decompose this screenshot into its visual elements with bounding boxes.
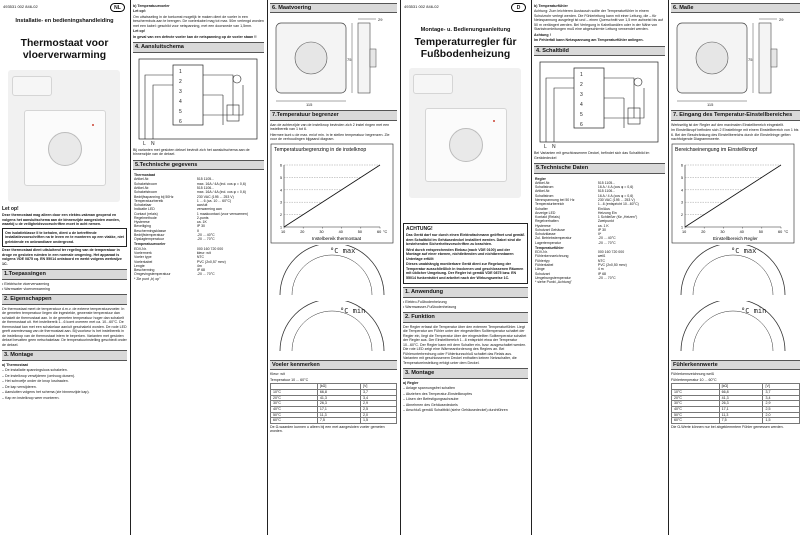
schematic-label-l: L	[143, 140, 146, 147]
tech-row: Schalter Ein/Aus	[535, 206, 610, 211]
de-kennlinien-table: [kΩ] [V] 10°C 66,8 3,7 20°C 41,3 3,4 30°C 26,3 2,9 40°C 17,1 2,5 50°C 11,3 2,0 60°C 7,5 1,5	[671, 383, 800, 424]
dimension-a: 115	[306, 102, 313, 108]
tech-row: Schakelstroom max. 16A / 4A (ind. cos φ = 0,6)	[134, 181, 246, 186]
nl-y-tick: 6	[280, 163, 282, 168]
de-y-tick: 2	[681, 212, 683, 217]
nl-b-let-op2: Let op!	[133, 29, 145, 34]
de-chart-title: Bereichseinengung im Einstellknopf	[675, 146, 758, 153]
terminal-label: 3	[179, 88, 182, 95]
kennlinien-row: 40°C 17,1 2,5	[672, 406, 800, 412]
nl-chart-frame	[271, 144, 393, 243]
tech-row: Temperatuurvoeler	[134, 242, 166, 247]
tech-row: Omgevingstemperatuur -20 ... 70°C	[134, 272, 215, 277]
de-wiring-schematic	[534, 58, 664, 150]
kennlinien-row: 60°C 7,5 1,5	[672, 418, 800, 424]
dimension-a: 115	[707, 102, 714, 108]
nl-s7-text1: Aan de achterzijde van de instelknop bevinden zich 2 instel ringen met een instelbereik van 1 tot 6.	[270, 122, 390, 132]
tech-row: Opslagtemperatuur -20 ... 70°C	[134, 237, 215, 242]
tech-row: Artikel-Nr. 515 1106...	[535, 189, 616, 194]
tech-row: Voelermerk kleur: wit	[134, 250, 211, 255]
kennlinien-row: 10°C 66,8 3,7	[672, 389, 800, 395]
de-b-heading: b) Temperaturfühler	[534, 4, 568, 8]
tech-row: Regelmethode 2-punts	[134, 215, 209, 220]
de-s6-heading: 6. Maße	[671, 3, 800, 13]
tech-row: Beveiliging IP 30	[134, 224, 205, 229]
de-x-unit: °C	[784, 229, 789, 234]
de-limit-chart	[671, 143, 797, 245]
nl-temp-label: Temperatuur 10 ... 60°C	[270, 377, 309, 382]
de-warn-item-2: Dieses unabhängig montierbare Gerät dient zur Regelung der Temperatur ausschließlich in trockenen und geschlossenen Räumen mit üblicher Umgebung. Der Regler ist gemäß VDE 0875 bzw. EN 55014 funkentstört und arbeitet nach der Wirkungsweise 1C.	[406, 262, 524, 280]
nl-b-warning: In geval van een defecte voeler kan de netspanning op de voeler staan !!	[133, 34, 257, 39]
nl-y-tick: 2	[280, 212, 282, 217]
tech-row: Temperaturfühler	[535, 245, 564, 250]
nl-s3-item: – De installatie spanningsloos schakelen.	[2, 368, 68, 373]
dial-max-label: °C max	[330, 246, 356, 255]
tech-row: Bescherming IP 68	[134, 268, 205, 273]
de-doc-number: 493531 002 846-02	[404, 4, 439, 9]
tech-row: Schutzklasse II*	[535, 232, 602, 237]
de-s2-text: Der Regler erfasst die Temperatur über den externen Temperaturfühler. Liegt die Temperatur am Fühler unter der eingestellten Solltemperatur schaltet der Regler ein, liegt die Temperatur über der eingestellten Solltemperatur schaltet der Regler aus. Der Einstellbereich 1...6 entspricht etwa der Temperatur 10...60°C. Der Regler kann mit dem Schalter ein- bzw. ausgeschaltet werden. Die rote LED zeigt eine Wärmeanforderung des Reglers an. Bei Fühlerunterbrechung oder Fühlerkurzschluß schaltet das Relais aus. Varianten mit geschlossenem Deckel enthalten keinen Netzschalter, die Temperatureinstellung erfolgt unter dem Deckel.	[403, 324, 527, 365]
tech-row: EDV-Nr. 000 160 720 000	[134, 246, 224, 251]
nl-column-2	[131, 0, 266, 535]
nl-s4-heading: 4. Aansluitschema	[133, 42, 264, 52]
tech-row: Temperatuurbereik 1 ... 6 (ca. 10 ... 60°C)	[134, 198, 232, 203]
tech-row: Indicatie LED verwarming aan	[134, 207, 222, 212]
de-s7-text2: Im Einstellknopf befinden sich 2 Einstellringe mit einem Einstellbereich von 1 bis 6. Bei der Beschränkung des Einstellbereichs durch die Einstellringe gelten nachfolgende Diagrammwerte.	[671, 128, 799, 142]
de-column-3	[669, 0, 802, 535]
de-s5-heading: 5.Technische Daten	[534, 163, 665, 173]
tech-row: Kontakt (Relais) 1 Schließer (für „Heizen")	[535, 215, 638, 220]
de-temp-label: Fühlertemperatur 10 ... 60°C	[671, 377, 717, 382]
tech-row: Hysterese ca. 1K	[134, 220, 207, 225]
nl-s3-item: – Aansluiten volgens het schema (zie binnenzijde kap).	[2, 390, 90, 395]
nl-kleur-label: Kleur: wit	[270, 372, 285, 377]
tech-row: Schaltstrom 16 A / 4 A (cos φ = 0,6)	[535, 185, 634, 190]
de-title: Temperaturregler für Fußbodenheizung	[414, 37, 517, 60]
de-subtitle: Montage- u. Bedienungsanleitung	[420, 27, 511, 33]
tech-row: Umgebungstemperatur -20 ... 70°C	[535, 275, 616, 280]
de-x-tick: 40	[739, 229, 744, 234]
tech-row: Schutzart Gehäuse IP 30	[535, 227, 606, 232]
terminal-label: 6	[580, 122, 583, 129]
nl-warning-2: Deze thermostaat dient uitsluitend ter regeling van de temperatuur in droge en gesloten ruimten in een normale omgeving. Het apparaat is volgens VDE 0875 cq. EN 55014 ontstoord en werkt volgens werkwijze 1C.	[2, 248, 122, 266]
terminal-label: 4	[580, 102, 583, 109]
tech-row: Lengte 4m	[134, 263, 202, 268]
nl-s3-item: – De instelknop verwijderen (omhoog duwen).	[2, 373, 76, 378]
tech-row: Schaltstrom 16 A / 4 A (cos φ = 0,6)	[535, 193, 634, 198]
nl-s6-heading: 6. Maatvoering	[270, 3, 397, 13]
dial-min-label: °C min	[741, 306, 767, 315]
nl-s2-heading: 2. Eigenschappen	[2, 294, 127, 304]
de-tech-table	[534, 176, 665, 285]
tech-row: Artikel-Nr. 515 1106...	[134, 186, 215, 190]
de-warning-box	[403, 223, 528, 284]
terminal-label: 1	[580, 72, 583, 79]
tech-row: Regler	[535, 176, 546, 181]
kennlinien-row: 20°C 41,3 3,4	[672, 395, 800, 401]
nl-dial-min	[270, 301, 397, 357]
dial-min-label: °C min	[340, 306, 366, 315]
terminal-label: 3	[580, 92, 583, 99]
de-x-tick: 20	[701, 229, 706, 234]
tech-row: Bedrijfsspanning bij 50Hz 230 VAC (195 ... 253 V)	[134, 194, 234, 199]
tech-row: Fühlerkennzeichnung weiß	[535, 254, 606, 259]
kennlinien-row: 30°C 26,3 2,9	[271, 401, 397, 407]
tech-row: * Zie punt „b) op"	[134, 276, 161, 281]
nl-y-tick: 5	[280, 175, 282, 180]
de-series-line	[685, 165, 781, 227]
nl-dimension-drawing	[270, 15, 396, 107]
de-s2-heading: 2. Funktion	[403, 312, 528, 322]
kennlinien-row: 60°C 7,5 1,5	[271, 418, 397, 424]
nl-x-tick: 60	[377, 229, 382, 234]
tech-row: Schutzart IP 68	[535, 271, 606, 276]
de-b-text: Achtung: Zum leichteren Austausch sollte der Temperaturfühler in einem Schutzrohr verlegt werden. Die Fühlerleitung kann mit einer Leitung, die – für Netzspannung ausgelegt ist und – einen Querschnitt von 1,5 mm aufweist bis auf 50 m verlängert werden. Bei Verlegung in Kabelkanälen oder in der Nähe von Starkstromleitungen muß eine abgeschirmte Leitung verwendet werden.	[534, 9, 664, 32]
nl-s2-text: De thermostaat meet de temperatuur d.m.v. de externe temperatuurvoeler. In de gemeten temperatuur liegen die ingestelde, gewenste temperatuur dan schakelt de thermostaat aan. In de gemeten temperatuur hoger dan schakelt de thermostaat uit. Het instelbereik 1...6 komt overeen met ca. 10...60°C. De thermostaat kan met een schakelaar aan/uit geschakeld worden. De rode LED geeft warmtevraag van de thermostaat aan. Bij voorkeur is het instelbereik in de instelknop van de thermostaat intern te beperken. Varianten met gesloten deksel bevatten geen netschakelaar. De temperatuurinstelling geschiedt onder de deksel.	[2, 306, 127, 347]
nl-s4-caption: Bij varianten met gesloten deksel bevindt zich het aansluitschema aan de binnenzijde van de deksel.	[133, 147, 250, 157]
de-x-tick: 50	[758, 229, 764, 234]
de-s1-item: • Warmwasser-Fußbodenheizung	[403, 305, 457, 309]
de-x-tick: 30	[720, 229, 725, 234]
nl-x-tick: 40	[338, 229, 343, 234]
de-y-tick: 1	[681, 225, 683, 230]
terminal-label: 2	[580, 82, 583, 89]
nl-x-tick: 20	[300, 229, 305, 234]
nl-warning-1: Om isolatieklasse II te behalen, dient u de betreffende installatievoorschriften na te leven en te monteren op een vlakke, niet geleidende en onbrandbare ondergrond.	[2, 228, 127, 247]
nl-b-text: Om uitwisseling in de toekomst mogelijk te maken dient de voeler in een beschermbuis aan te brengen. De voelerkabel mag tot max. 50m verlengd worden met een kabel: geschikt voor netspanning, met een doorsnede van 1,5mm.	[133, 14, 264, 28]
tech-row: Schakelstroom max. 16A / 4A (ind. cos φ = 0,6)	[134, 190, 246, 195]
nl-column-1	[0, 0, 129, 535]
terminal-label: 1	[179, 68, 182, 75]
de-y-tick: 5	[681, 175, 683, 180]
nl-x-tick: 50	[357, 229, 363, 234]
kennlinien-row: 10°C 66,8 3,7	[271, 389, 397, 395]
de-product-photo	[409, 68, 521, 198]
de-dimension-drawing	[671, 15, 799, 107]
de-b-warn-head: Achtung !	[534, 32, 551, 37]
nl-limit-chart	[270, 143, 394, 245]
de-y-tick: 4	[681, 188, 683, 193]
nl-y-tick: 1	[280, 225, 282, 230]
de-x-tick: 10	[682, 229, 687, 234]
nl-s7-text2: Hiermee kunt u de max. en/of min. in te stellen temperatuur begrenzen. Zie voor de verhoudingen bijgaand diagram.	[270, 132, 390, 142]
de-s3-heading: 3. Montage	[403, 368, 528, 378]
nl-doc-number: 493531 002 846-02	[3, 4, 38, 9]
tech-row: Voeler type NTC	[134, 255, 205, 260]
nl-s3-heading: 3. Montage	[2, 350, 127, 360]
de-kennlinien-note: Die Ω-Werte können nur bei abgeklemmtem Fühler gemessen werden.	[671, 424, 784, 429]
tech-row: Regelverhalten Zweipunkt	[535, 219, 614, 224]
nl-subtitle: Installatie- en bedieningshandleiding	[15, 18, 114, 24]
nl-kennlinien-table: [kΩ] [V] 10°C 66,8 3,7 20°C 41,3 3,4 30°C 26,3 2,9 40°C 17,1 2,5 50°C 11,3 2,0 60°C 7,5 1,5	[270, 383, 397, 424]
tech-row: * siehe Punkt „Achtung"	[535, 280, 572, 285]
nl-x-label: Instelbereik thermostaat	[312, 235, 362, 241]
nl-s3-item: – Kap en instelknop weer monteren.	[2, 395, 60, 400]
de-dial-max	[671, 245, 800, 301]
schematic-label-n: N	[151, 140, 155, 147]
tech-row: Thermostaat	[134, 173, 156, 178]
terminal-label: 5	[179, 108, 182, 115]
nl-let-op-heading: Let op!	[2, 206, 19, 212]
de-x-tick: 60	[778, 229, 783, 234]
de-dial-min	[671, 301, 800, 357]
tech-row: EDV-Nr. 000 160 720 000	[535, 250, 625, 255]
nl-s1-heading: 1.Toepassingen	[2, 269, 127, 279]
de-s7-heading: 7. Eingang des Temperatur-Einstellbereiches	[671, 110, 800, 120]
tech-row: Temperaturbereich 1...6 (entspricht 10...60°C)	[535, 202, 639, 207]
de-warn-text: Das Gerät darf nur durch einen Elektrofachmann geöffnet und gemäß dem Schaltbild im Gehäusedeckel installiert werden. Dabei sind die bestehenden Sicherheitsvorschriften zu beachten.	[406, 233, 525, 247]
nl-title: Thermostaat voor vloerverwarming	[20, 38, 109, 61]
de-warn-item-1: Wird durch entsprechenden Einbau (nach VDE 0100) und der Montage auf einer ebenen, nichtleitenden und nichtbrennbaren Unterlage erfüllt	[406, 247, 514, 261]
dial-max-label: °C max	[731, 246, 757, 255]
nl-x-tick: 30	[319, 229, 324, 234]
de-s4-caption: Bei Varianten mit geschlossenem Deckel, befindet sich das Schaltbild im Gerädedeckel	[534, 151, 650, 160]
tech-row: Artikel-Nr. 515 1105...	[535, 180, 616, 185]
tech-row: Hysterese ca. 1 K	[535, 223, 609, 228]
nl-s1-item: • Warmwater vloerverwarming	[2, 287, 50, 291]
dimension-c: 29	[378, 17, 383, 23]
tech-row: Bedrijfstemperatuur -20 ... 40°C	[134, 232, 215, 237]
nl-series-line	[284, 165, 380, 227]
tech-row: Fühlertyp NTC	[535, 258, 606, 263]
nl-y-tick: 3	[280, 200, 282, 205]
nl-s3-item: – Het schroefje onder de knop losdraaien.	[2, 379, 69, 384]
kennlinien-row: 50°C 11,3 2,0	[672, 412, 800, 418]
de-s4-heading: 4. Schaltbild	[534, 46, 665, 56]
de-s7-text1: Werkseitig ist der Regler auf den maximalen Einstellbereich eingestellt.	[671, 122, 784, 127]
dimension-c: 29	[779, 17, 784, 23]
tech-row: Anzeige LED Heizung Ein	[535, 210, 617, 215]
nl-x-unit: °C	[383, 229, 388, 234]
tech-row: Zul. Betriebstemperatur -20 ... 40°C	[535, 236, 616, 241]
de-y-tick: 3	[681, 200, 683, 205]
nl-x-tick: 10	[281, 229, 286, 234]
de-chart-frame	[672, 144, 794, 243]
terminal-label: 2	[179, 78, 182, 85]
nl-lang-badge: NL	[110, 3, 125, 12]
terminal-label: 5	[580, 112, 583, 119]
kennlinien-row: 40°C 17,1 2,5	[271, 406, 397, 412]
nl-s5-heading: 5.Technische gegevens	[133, 160, 264, 170]
tech-row: Beschermingsklasse II	[134, 228, 199, 233]
schematic-label-l: L	[544, 144, 547, 151]
de-s3-item: – Anlage spannungsfrei schalten	[403, 386, 455, 391]
nl-b-let-op: Let op!:	[133, 9, 147, 14]
nl-wiring-schematic	[133, 55, 263, 147]
tech-row: Lagertemperatur -20 ... 70°C	[535, 240, 616, 245]
de-kennlinien-heading: Fühlerkennwerte	[671, 360, 800, 370]
nl-s3-item: – De kap verwijderen.	[2, 384, 37, 389]
tech-row: Länge 4 m	[535, 267, 604, 272]
de-x-label: Einstellbereich Regler	[713, 235, 758, 241]
de-s3-item: – Lösen der Befestigungsschraube	[403, 397, 459, 402]
nl-y-tick: 4	[280, 188, 282, 193]
de-kleur-label: Fühlerkennzeichnung weiß	[671, 372, 714, 377]
dimension-b: 75	[748, 57, 753, 63]
tech-row: Schakelaar aan/uit	[134, 203, 208, 208]
kennlinien-row: 20°C 41,3 3,4	[271, 395, 397, 401]
nl-b-heading: b) Temperatuurvoeler	[133, 4, 170, 8]
nl-dial-max	[270, 245, 397, 301]
de-y-tick: 6	[681, 163, 683, 168]
de-lang-badge: D	[511, 3, 526, 12]
nl-tech-table	[133, 172, 264, 281]
kennlinien-row: 50°C 11,3 2,0	[271, 412, 397, 418]
nl-chart-title: Temperatuurbegrenzing in de instelknop	[274, 146, 367, 153]
nl-column-3	[268, 0, 399, 535]
de-s1-item: • Elektro-Fußbodenheizung	[403, 299, 447, 304]
de-s1-heading: 1. Anwendung	[403, 287, 528, 297]
dimension-b: 75	[347, 57, 352, 63]
de-column-1	[401, 0, 530, 535]
terminal-label: 6	[179, 118, 182, 125]
tech-row: Voelerkabel PVC (2x0,57 mm²)	[134, 259, 226, 264]
tech-row: Contact (relais) 1 maakcontact (voor verwarmen)	[134, 211, 249, 216]
terminal-label: 4	[179, 98, 182, 105]
nl-kennlinien-heading: Voeler kenmerken	[270, 360, 397, 370]
nl-s7-heading: 7.Temperatuur begrenzer	[270, 110, 397, 120]
schematic-label-n: N	[552, 144, 556, 151]
de-s3-item: – Abnehmen des Gehäusedeckels	[403, 402, 458, 407]
nl-s1-item: • Elektrische vloerverwarming	[2, 281, 50, 286]
nl-let-op-text: Deze thermostaat mag alleen door een elektro-vakman geopend en volgens het aansluitschema aan de binnenzijde aangesloten worden, waarbij u de veiligheidsvoorschriften moet in acht nemen.	[2, 213, 120, 227]
de-column-2	[532, 0, 667, 535]
tech-row: Fühlerkabel PVC (2x0,50 mm²)	[535, 263, 627, 267]
nl-s3-sub: a) Thermostaat	[2, 362, 28, 367]
de-b-warning: Im Fehlerfall kann Netzspannung am Temperaturfühler anliegen.	[534, 38, 644, 43]
de-s3-item: – Anschluß gemäß Schaltbild (siehe Gehäusedeckel) durchführen	[403, 408, 508, 413]
tech-row: Artikel-Nr. 515 1105...	[134, 177, 215, 182]
de-warn-heading: ACHTUNG!	[406, 226, 433, 232]
nl-kennlinien-note: De Ω-waarden kunnen u alleen bij een met aangesloten voeler gemeten worden.	[270, 424, 385, 434]
kennlinien-row: 30°C 26,3 2,9	[672, 401, 800, 407]
tech-row: Nennspannung bei 50 Hz 230 VAC (195 ... 253 V)	[535, 198, 635, 203]
de-s3-sub: a) Regler	[403, 380, 419, 385]
de-s3-item: – Abziehen des Temperatur-Einstellknopfes	[403, 391, 473, 396]
nl-product-photo	[8, 70, 120, 202]
